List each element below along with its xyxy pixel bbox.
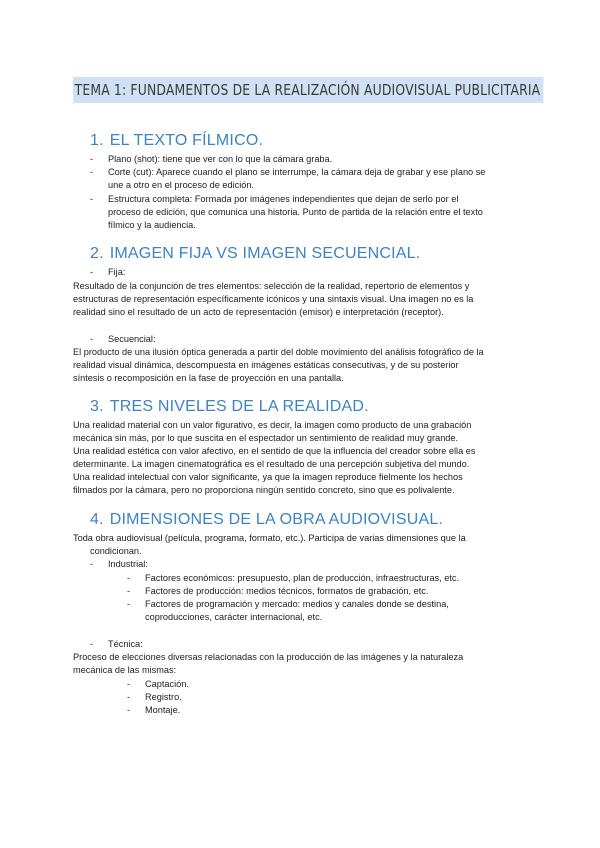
bullet: - [127, 679, 131, 689]
paragraph-line: Proceso de elecciones diversas relacionadas con la producción de las imágenes y la naturaleza [73, 652, 464, 662]
bullet: - [90, 154, 94, 164]
bullet: - [90, 334, 94, 344]
document-title: TEMA 1: FUNDAMENTOS DE LA REALIZACIÓN AUDIOVISUAL PUBLICITARIA [73, 77, 544, 103]
paragraph-line: Toda obra audiovisual (película, programa, formato, etc.). Participa de varias dimensiones que la [73, 533, 466, 543]
title-highlight [73, 77, 600, 103]
list-item: fílmico y la audiencia. [108, 220, 196, 230]
section-3-heading: 3. TRES NIVELES DE LA REALIDAD. [90, 398, 369, 415]
paragraph-line: Una realidad intelectual con valor significante, ya que la imagen reproduce fielmente los hechos [73, 472, 463, 482]
paragraph-line: mecánica sin más, por lo que suscita en el espectador un sentimiento de realidad muy grande. [73, 433, 459, 443]
paragraph-line: determinante. La imagen cinematográfica es el resultado de una percepción subjetiva del mundo. [73, 459, 470, 469]
tecnica-label: Técnica: [108, 639, 143, 649]
list-item: proceso de edición, que comunica una historia. Punto de partida de la relación entre el texto [108, 207, 483, 217]
industrial-label: Industrial: [108, 559, 148, 569]
paragraph-line: El producto de una ilusión óptica generada a partir del doble movimiento del análisis fotográfico de la [73, 347, 484, 357]
bullet: - [127, 586, 131, 596]
list-item: Estructura completa: Formada por imágenes independientes que dejan de serlo por el [108, 194, 459, 204]
list-item: Montaje. [145, 705, 181, 715]
list-item: Registro. [145, 692, 182, 702]
list-item: Captación. [145, 679, 189, 689]
list-item: Plano (shot): tiene que ver con lo que la cámara graba. [108, 154, 333, 164]
list-item: Factores de programación y mercado: medios y canales donde se destina, [145, 599, 449, 609]
bullet: - [127, 705, 131, 715]
list-item: Factores de producción: medios técnicos, formatos de grabación, etc. [145, 586, 429, 596]
bullet: - [127, 599, 131, 609]
paragraph-line: filmados por la cámara, pero no proporciona ningún sentido concreto, sino que es polivalente. [73, 485, 455, 495]
paragraph-line: Una realidad estética con valor afectivo, en el sentido de que la influencia del creador sobre ella es [73, 446, 476, 456]
list-item: une a otro en el proceso de edición. [108, 180, 255, 190]
section-2-heading: 2. IMAGEN FIJA VS IMAGEN SECUENCIAL. [90, 245, 421, 262]
bullet: - [90, 167, 94, 177]
paragraph-line: realidad visual dinámica, descompuesta en imágenes estáticas consecutivas, y de su posterior [73, 360, 459, 370]
bullet: - [127, 573, 131, 583]
list-item: Factores económicos: presupuesto, plan de producción, infraestructuras, etc. [145, 573, 460, 583]
list-item: Corte (cut): Aparece cuando el plano se interrumpe, la cámara deja de grabar y ese plano se [108, 167, 486, 177]
bullet: - [90, 194, 94, 204]
paragraph-line: Una realidad material con un valor figurativo, es decir, la imagen como producto de una grabación [73, 420, 472, 430]
paragraph-line: Resultado de la conjunción de tres elementos: selección de la realidad, repertorio de elementos y [73, 281, 470, 291]
paragraph-line: síntesis o recomposición en la fase de proyección en una pantalla. [73, 373, 344, 383]
paragraph-line: estructuras de representación específicamente icónicos y una sintaxis visual. Una imagen no es la [73, 294, 474, 304]
list-item: coproducciones, carácter internacional, etc. [145, 612, 323, 622]
paragraph-line: mecánica de las mismas: [73, 665, 177, 675]
fija-label: Fija: [108, 267, 126, 277]
bullet: - [90, 559, 94, 569]
paragraph-line: condicionan. [90, 546, 142, 556]
bullet: - [90, 639, 94, 649]
bullet: - [127, 692, 131, 702]
section-4-heading: 4. DIMENSIONES DE LA OBRA AUDIOVISUAL. [90, 511, 444, 528]
paragraph-line: realidad sino el resultado de un acto de representación (emisor) e interpretación (receptor). [73, 307, 444, 317]
bullet: - [90, 267, 94, 277]
section-1-heading: 1. EL TEXTO FÍLMICO. [90, 132, 264, 149]
secuencial-label: Secuencial: [108, 334, 156, 344]
